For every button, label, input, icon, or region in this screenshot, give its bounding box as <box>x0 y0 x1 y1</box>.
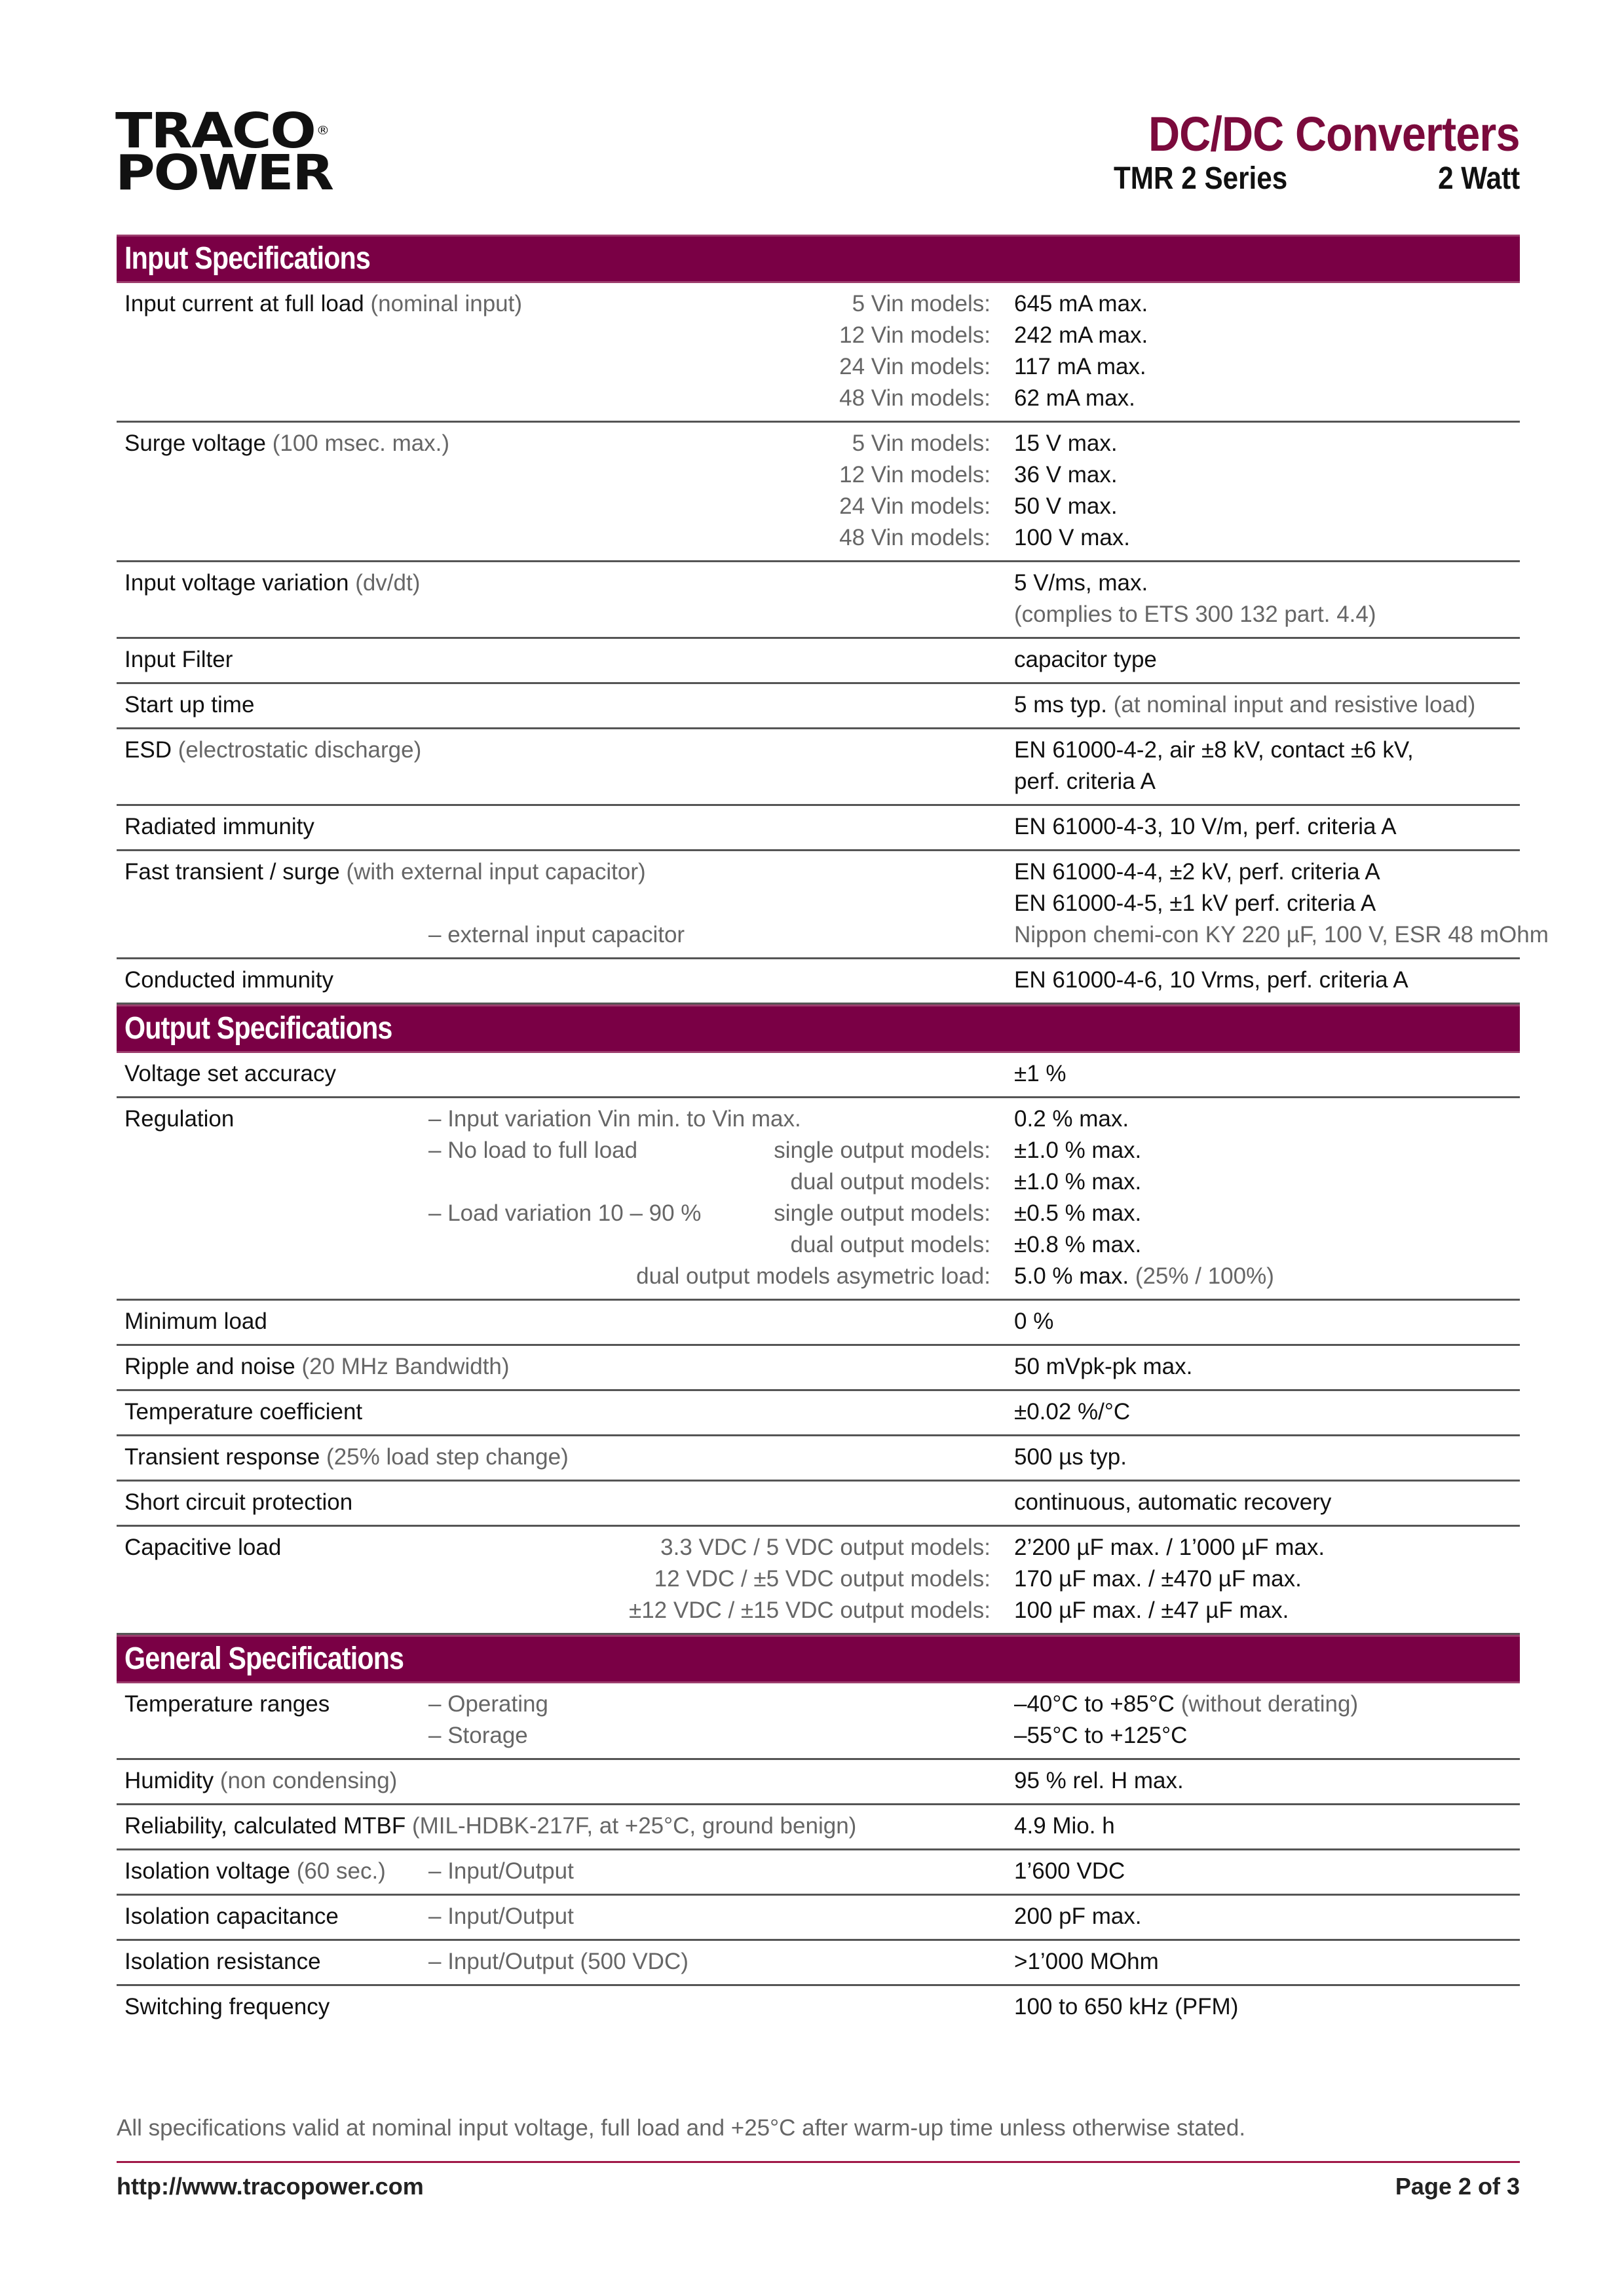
spec-condition: ±12 VDC / ±15 VDC output models: <box>628 1598 991 1623</box>
spec-value-text: EN 61000-4-3, 10 V/m, perf. criteria A <box>1014 814 1397 839</box>
spec-label-note: (60 sec.) <box>296 1858 386 1884</box>
spec-sub-condition: – external input capacitor <box>428 922 685 947</box>
spec-value <box>1014 599 1376 630</box>
spec-label <box>124 1991 330 2023</box>
spec-label <box>124 1442 569 1473</box>
spec-row <box>117 283 1520 423</box>
spec-line <box>117 1810 1520 1842</box>
spec-value-note: (25% / 100%) <box>1135 1263 1274 1289</box>
spec-row <box>117 959 1520 1004</box>
spec-label-note: (nominal input) <box>370 291 523 316</box>
spec-label-note: (20 MHz Bandwidth) <box>301 1354 510 1379</box>
spec-line <box>117 1135 1520 1166</box>
spec-line <box>117 1351 1520 1383</box>
spec-value <box>1014 1765 1184 1797</box>
spec-value <box>1014 567 1148 599</box>
spec-label-text: Humidity <box>124 1768 214 1793</box>
spec-condition: dual output models asymetric load: <box>636 1263 991 1289</box>
logo-line-1: TRACO ® <box>115 103 328 159</box>
spec-label-note: (25% load step change) <box>326 1444 569 1470</box>
spec-label <box>124 735 421 766</box>
spec-label <box>124 965 333 996</box>
spec-line <box>117 1689 1520 1720</box>
spec-line <box>117 599 1520 630</box>
spec-value-text: 15 V max. <box>1014 430 1118 456</box>
spec-value-text: –40°C to +85°C <box>1014 1691 1175 1717</box>
spec-value-text: 100 µF max. / ±47 µF max. <box>1014 1598 1289 1623</box>
spec-label <box>124 1351 510 1383</box>
spec-row <box>117 1346 1520 1391</box>
spec-value-text: 100 V max. <box>1014 525 1131 550</box>
spec-label-text: Temperature ranges <box>124 1691 330 1717</box>
registered-mark: ® <box>316 124 328 138</box>
spec-value <box>1014 1261 1274 1292</box>
spec-sub-condition: – Storage <box>428 1723 528 1748</box>
spec-label <box>124 689 254 721</box>
spec-value-text: 5.0 % max. <box>1014 1263 1129 1289</box>
spec-label-text: Capacitive load <box>124 1535 282 1560</box>
spec-row <box>117 1805 1520 1850</box>
spec-value-text: EN 61000-4-5, ±1 kV perf. criteria A <box>1014 890 1376 916</box>
section-title: Output Specifications <box>124 1011 392 1046</box>
spec-value-text: ±1.0 % max. <box>1014 1169 1142 1195</box>
spec-label <box>124 1532 281 1563</box>
spec-label <box>124 1810 856 1842</box>
spec-line <box>117 1229 1520 1261</box>
spec-label-text: Input Filter <box>124 647 233 672</box>
spec-value-text: EN 61000-4-6, 10 Vrms, perf. criteria A <box>1014 967 1408 993</box>
spec-value-text: 50 mVpk-pk max. <box>1014 1354 1193 1379</box>
spec-label <box>124 1103 234 1135</box>
spec-value-text: 242 mA max. <box>1014 322 1148 348</box>
spec-row <box>117 1391 1520 1436</box>
spec-label <box>124 567 420 599</box>
spec-value <box>1014 1166 1141 1198</box>
spec-value <box>1014 1946 1159 1978</box>
spec-label-text: Switching frequency <box>124 1994 330 2019</box>
spec-value <box>1014 1396 1130 1428</box>
section-header <box>117 1635 1520 1683</box>
spec-value-text: 50 V max. <box>1014 493 1118 519</box>
spec-line <box>117 1058 1520 1090</box>
spec-row <box>117 1098 1520 1301</box>
spec-condition: 48 Vin models: <box>839 385 991 411</box>
spec-value-text: 2’200 µF max. / 1’000 µF max. <box>1014 1535 1325 1560</box>
spec-line <box>117 888 1520 919</box>
spec-line <box>117 919 1549 951</box>
section-title: General Specifications <box>124 1641 404 1676</box>
spec-value <box>1014 689 1475 721</box>
spec-line <box>117 811 1520 843</box>
spec-row <box>117 806 1520 851</box>
spec-value-text: ±1 % <box>1014 1061 1067 1086</box>
spec-label <box>124 1058 336 1090</box>
spec-label <box>124 1487 352 1518</box>
spec-value <box>1014 1198 1141 1229</box>
spec-label-text: Isolation voltage <box>124 1858 290 1884</box>
spec-value-text: 62 mA max. <box>1014 385 1135 411</box>
spec-line <box>117 428 1520 459</box>
spec-line <box>117 351 1520 383</box>
spec-row <box>117 1986 1520 2029</box>
spec-line <box>117 1166 1520 1198</box>
spec-row <box>117 1436 1520 1482</box>
spec-label <box>124 1689 330 1720</box>
section-header <box>117 235 1520 283</box>
spec-label-text: Regulation <box>124 1106 235 1132</box>
spec-condition: 48 Vin models: <box>839 525 991 550</box>
spec-row <box>117 1760 1520 1805</box>
spec-value-text: EN 61000-4-4, ±2 kV, perf. criteria A <box>1014 859 1380 885</box>
spec-value <box>1014 1487 1331 1518</box>
spec-value-text: 645 mA max. <box>1014 291 1148 316</box>
spec-value-text: 1’600 VDC <box>1014 1858 1125 1884</box>
spec-line <box>117 1991 1520 2023</box>
spec-sub-condition: – Input variation Vin min. to Vin max. <box>428 1106 801 1132</box>
spec-value-text: 0.2 % max. <box>1014 1106 1129 1132</box>
spec-line <box>117 383 1520 414</box>
spec-row <box>117 684 1520 729</box>
spec-label-text: Isolation capacitance <box>124 1904 339 1929</box>
spec-row <box>117 1053 1520 1098</box>
spec-label-note: (100 msec. max.) <box>272 430 450 456</box>
spec-line <box>117 459 1520 491</box>
spec-line <box>117 735 1520 766</box>
spec-value <box>1014 1058 1067 1090</box>
spec-line <box>117 522 1520 554</box>
spec-line <box>117 689 1520 721</box>
spec-line <box>117 644 1520 676</box>
spec-line <box>117 766 1520 797</box>
spec-value-text: –55°C to +125°C <box>1014 1723 1188 1748</box>
spec-row <box>117 1896 1520 1941</box>
spec-value-note: Nippon chemi-con KY 220 µF, 100 V, ESR 48 mOhm <box>1014 922 1549 947</box>
spec-condition: dual output models: <box>790 1169 991 1195</box>
spec-value <box>1014 288 1148 320</box>
spec-sub-condition: – Input/Output <box>428 1904 574 1929</box>
spec-label-text: Fast transient / surge <box>124 859 340 885</box>
spec-label-text: Minimum load <box>124 1309 267 1334</box>
spec-value-text: perf. criteria A <box>1014 769 1156 794</box>
spec-table <box>117 235 1549 2029</box>
spec-label-text: Start up time <box>124 692 255 718</box>
section-title: Input Specifications <box>124 241 371 276</box>
spec-value <box>1014 1720 1187 1751</box>
spec-value <box>1014 1810 1115 1842</box>
spec-line <box>117 1103 1520 1135</box>
spec-value-note: (without derating) <box>1180 1691 1359 1717</box>
spec-sub-condition: – Operating <box>428 1691 548 1717</box>
spec-line <box>117 1901 1520 1932</box>
spec-sub-condition: – Input/Output (500 VDC) <box>428 1949 689 1974</box>
spec-label-text: Isolation resistance <box>124 1949 321 1974</box>
spec-value-text: 0 % <box>1014 1309 1054 1334</box>
spec-line <box>117 320 1520 351</box>
spec-value <box>1014 320 1148 351</box>
spec-label-text: ESD <box>124 737 172 763</box>
spec-value-text: capacitor type <box>1014 647 1157 672</box>
spec-line <box>117 1442 1520 1473</box>
spec-label <box>124 1306 267 1337</box>
spec-value-text: 170 µF max. / ±470 µF max. <box>1014 1566 1302 1592</box>
spec-value <box>1014 428 1118 459</box>
spec-row <box>117 1301 1520 1346</box>
spec-value-text: 4.9 Mio. h <box>1014 1813 1115 1839</box>
product-power: 2 Watt <box>1437 161 1520 196</box>
spec-label <box>124 811 314 843</box>
spec-value-text: EN 61000-4-2, air ±8 kV, contact ±6 kV, <box>1014 737 1414 763</box>
spec-condition: 24 Vin models: <box>839 354 991 379</box>
section-header <box>117 1004 1520 1053</box>
spec-value <box>1014 351 1146 383</box>
spec-value <box>1014 965 1408 996</box>
spec-label-text: Reliability, calculated MTBF <box>124 1813 406 1839</box>
spec-value-text: 200 pF max. <box>1014 1904 1142 1929</box>
spec-row <box>117 1683 1520 1760</box>
spec-line <box>117 1720 1520 1751</box>
spec-value-text: 100 to 650 kHz (PFM) <box>1014 1994 1239 2019</box>
spec-condition: 12 Vin models: <box>839 322 991 348</box>
spec-sub-condition: – No load to full load <box>428 1138 638 1163</box>
footer-divider <box>117 2161 1520 2163</box>
spec-value <box>1014 1229 1141 1261</box>
spec-value <box>1014 644 1157 676</box>
spec-value-text: ±0.5 % max. <box>1014 1200 1142 1226</box>
spec-label <box>124 1901 339 1932</box>
spec-condition: 12 Vin models: <box>839 462 991 488</box>
spec-row <box>117 729 1520 806</box>
spec-value-text: >1’000 MOhm <box>1014 1949 1159 1974</box>
spec-sub-condition: – Load variation 10 – 90 % <box>428 1200 702 1226</box>
spec-condition: single output models: <box>774 1138 991 1163</box>
spec-line <box>117 1396 1520 1428</box>
spec-value-text: continuous, automatic recovery <box>1014 1489 1332 1515</box>
spec-label-text: Surge voltage <box>124 430 266 456</box>
tracopower-logo <box>115 103 333 201</box>
spec-value-text: 5 ms typ. <box>1014 692 1107 718</box>
spec-line <box>117 1856 1520 1887</box>
spec-label <box>124 856 646 888</box>
spec-line <box>117 491 1520 522</box>
spec-value <box>1014 459 1118 491</box>
spec-row <box>117 851 1549 959</box>
spec-value-text: 36 V max. <box>1014 462 1118 488</box>
spec-value <box>1014 1135 1141 1166</box>
document-title: DC/DC Converters <box>1148 107 1520 161</box>
spec-value <box>1014 919 1549 951</box>
spec-line <box>117 856 1520 888</box>
spec-label-note: (MIL-HDBK-217F, at +25°C, ground benign) <box>411 1813 857 1839</box>
spec-value <box>1014 1532 1325 1563</box>
website-link[interactable]: http://www.tracopower.com <box>117 2173 424 2200</box>
spec-label-text: Short circuit protection <box>124 1489 353 1515</box>
spec-value <box>1014 383 1135 414</box>
spec-row <box>117 639 1520 684</box>
spec-value <box>1014 1595 1289 1626</box>
spec-condition: 5 Vin models: <box>852 430 991 456</box>
spec-value <box>1014 1103 1129 1135</box>
spec-condition: 3.3 VDC / 5 VDC output models: <box>660 1535 991 1560</box>
spec-label <box>124 1396 362 1428</box>
spec-value-text: ±0.02 %/°C <box>1014 1399 1131 1425</box>
spec-label <box>124 1946 321 1978</box>
spec-value <box>1014 1689 1358 1720</box>
spec-label-text: Conducted immunity <box>124 967 334 993</box>
spec-value <box>1014 1306 1053 1337</box>
spec-condition: 5 Vin models: <box>852 291 991 316</box>
spec-value <box>1014 735 1414 766</box>
spec-line <box>117 1946 1520 1978</box>
spec-value <box>1014 522 1130 554</box>
spec-value-note: (complies to ETS 300 132 part. 4.4) <box>1014 602 1376 627</box>
spec-value <box>1014 1856 1125 1887</box>
spec-label-note: (dv/dt) <box>355 570 421 596</box>
spec-label <box>124 1765 397 1797</box>
spec-label-text: Input current at full load <box>124 291 364 316</box>
spec-label-text: Input voltage variation <box>124 570 349 596</box>
spec-value-text: ±0.8 % max. <box>1014 1232 1142 1257</box>
product-series: TMR 2 Series <box>1114 161 1288 196</box>
spec-row <box>117 1482 1520 1527</box>
spec-value <box>1014 888 1376 919</box>
spec-line <box>117 1306 1520 1337</box>
spec-condition: 24 Vin models: <box>839 493 991 519</box>
spec-line <box>117 1532 1520 1563</box>
spec-value <box>1014 1991 1238 2023</box>
spec-value-note: (at nominal input and resistive load) <box>1113 692 1476 718</box>
spec-label <box>124 644 233 676</box>
footnote: All specifications valid at nominal input voltage, full load and +25°C after warm-up time unless otherwise stated. <box>117 2115 1246 2141</box>
spec-label-text: Radiated immunity <box>124 814 314 839</box>
spec-line <box>117 1563 1520 1595</box>
spec-label-note: (non condensing) <box>219 1768 398 1793</box>
spec-line <box>117 1595 1520 1626</box>
spec-label-text: Voltage set accuracy <box>124 1061 336 1086</box>
spec-value-text: 500 µs typ. <box>1014 1444 1127 1470</box>
spec-label <box>124 288 522 320</box>
spec-value <box>1014 1563 1302 1595</box>
logo-line-2: POWER <box>115 145 333 201</box>
spec-value-text: 117 mA max. <box>1014 354 1146 379</box>
spec-label-note: (electrostatic discharge) <box>178 737 422 763</box>
spec-label-text: Transient response <box>124 1444 320 1470</box>
spec-label-text: Ripple and noise <box>124 1354 295 1379</box>
spec-value <box>1014 811 1397 843</box>
spec-value <box>1014 856 1380 888</box>
spec-value <box>1014 491 1118 522</box>
spec-line <box>117 567 1520 599</box>
spec-value <box>1014 766 1156 797</box>
spec-value <box>1014 1901 1142 1932</box>
spec-line <box>117 1261 1520 1292</box>
spec-line <box>117 1765 1520 1797</box>
spec-value-text: 95 % rel. H max. <box>1014 1768 1184 1793</box>
spec-row <box>117 1941 1520 1986</box>
spec-line <box>117 288 1520 320</box>
spec-label <box>124 428 449 459</box>
spec-value <box>1014 1351 1192 1383</box>
spec-line <box>117 1198 1520 1229</box>
spec-row <box>117 1527 1520 1635</box>
spec-label-note: (with external input capacitor) <box>346 859 646 885</box>
spec-row <box>117 1850 1520 1896</box>
spec-label <box>124 1856 386 1887</box>
spec-condition: 12 VDC / ±5 VDC output models: <box>654 1566 991 1592</box>
spec-line <box>117 965 1520 996</box>
spec-value-text: ±1.0 % max. <box>1014 1138 1142 1163</box>
spec-condition: single output models: <box>774 1200 991 1226</box>
spec-value <box>1014 1442 1127 1473</box>
spec-label-text: Temperature coefficient <box>124 1399 363 1425</box>
spec-value-text: 5 V/ms, max. <box>1014 570 1148 596</box>
spec-condition: dual output models: <box>790 1232 991 1257</box>
spec-row <box>117 423 1520 562</box>
spec-line <box>117 1487 1520 1518</box>
spec-sub-condition: – Input/Output <box>428 1858 574 1884</box>
page-number: Page 2 of 3 <box>1395 2173 1520 2200</box>
spec-row <box>117 562 1520 639</box>
